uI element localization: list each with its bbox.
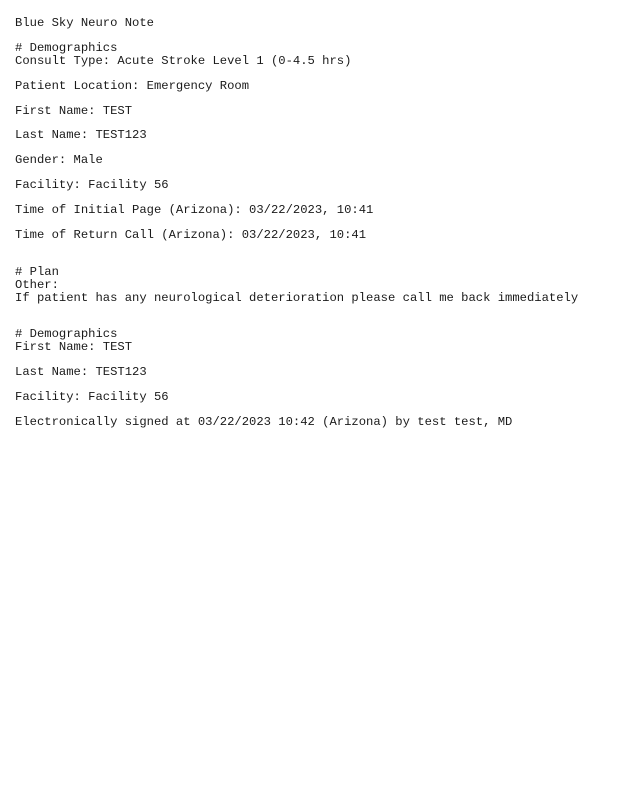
patient-location: Patient Location: Emergency Room — [15, 79, 250, 93]
plan-heading: # Plan — [15, 265, 59, 279]
signature-line: Electronically signed at 03/22/2023 10:42 (Arizona) by test test, MD — [15, 415, 513, 429]
note-title: Blue Sky Neuro Note — [15, 16, 154, 30]
facility: Facility: Facility 56 — [15, 178, 169, 192]
last-name: Last Name: TEST123 — [15, 128, 147, 142]
demographics-heading-2: # Demographics — [15, 327, 118, 341]
plan-text: If patient has any neurological deterioration please call me back immediately — [15, 291, 579, 305]
demographics-heading: # Demographics — [15, 41, 118, 55]
gender: Gender: Male — [15, 153, 103, 167]
consult-type: Consult Type: Acute Stroke Level 1 (0-4.5 hrs) — [15, 54, 352, 68]
first-name-2: First Name: TEST — [15, 340, 133, 354]
first-name: First Name: TEST — [15, 104, 133, 118]
facility-2: Facility: Facility 56 — [15, 390, 169, 404]
return-call-time: Time of Return Call (Arizona): 03/22/2023, 10:41 — [15, 228, 367, 242]
other-label: Other: — [15, 278, 59, 292]
last-name-2: Last Name: TEST123 — [15, 365, 147, 379]
initial-page-time: Time of Initial Page (Arizona): 03/22/2023, 10:41 — [15, 203, 374, 217]
